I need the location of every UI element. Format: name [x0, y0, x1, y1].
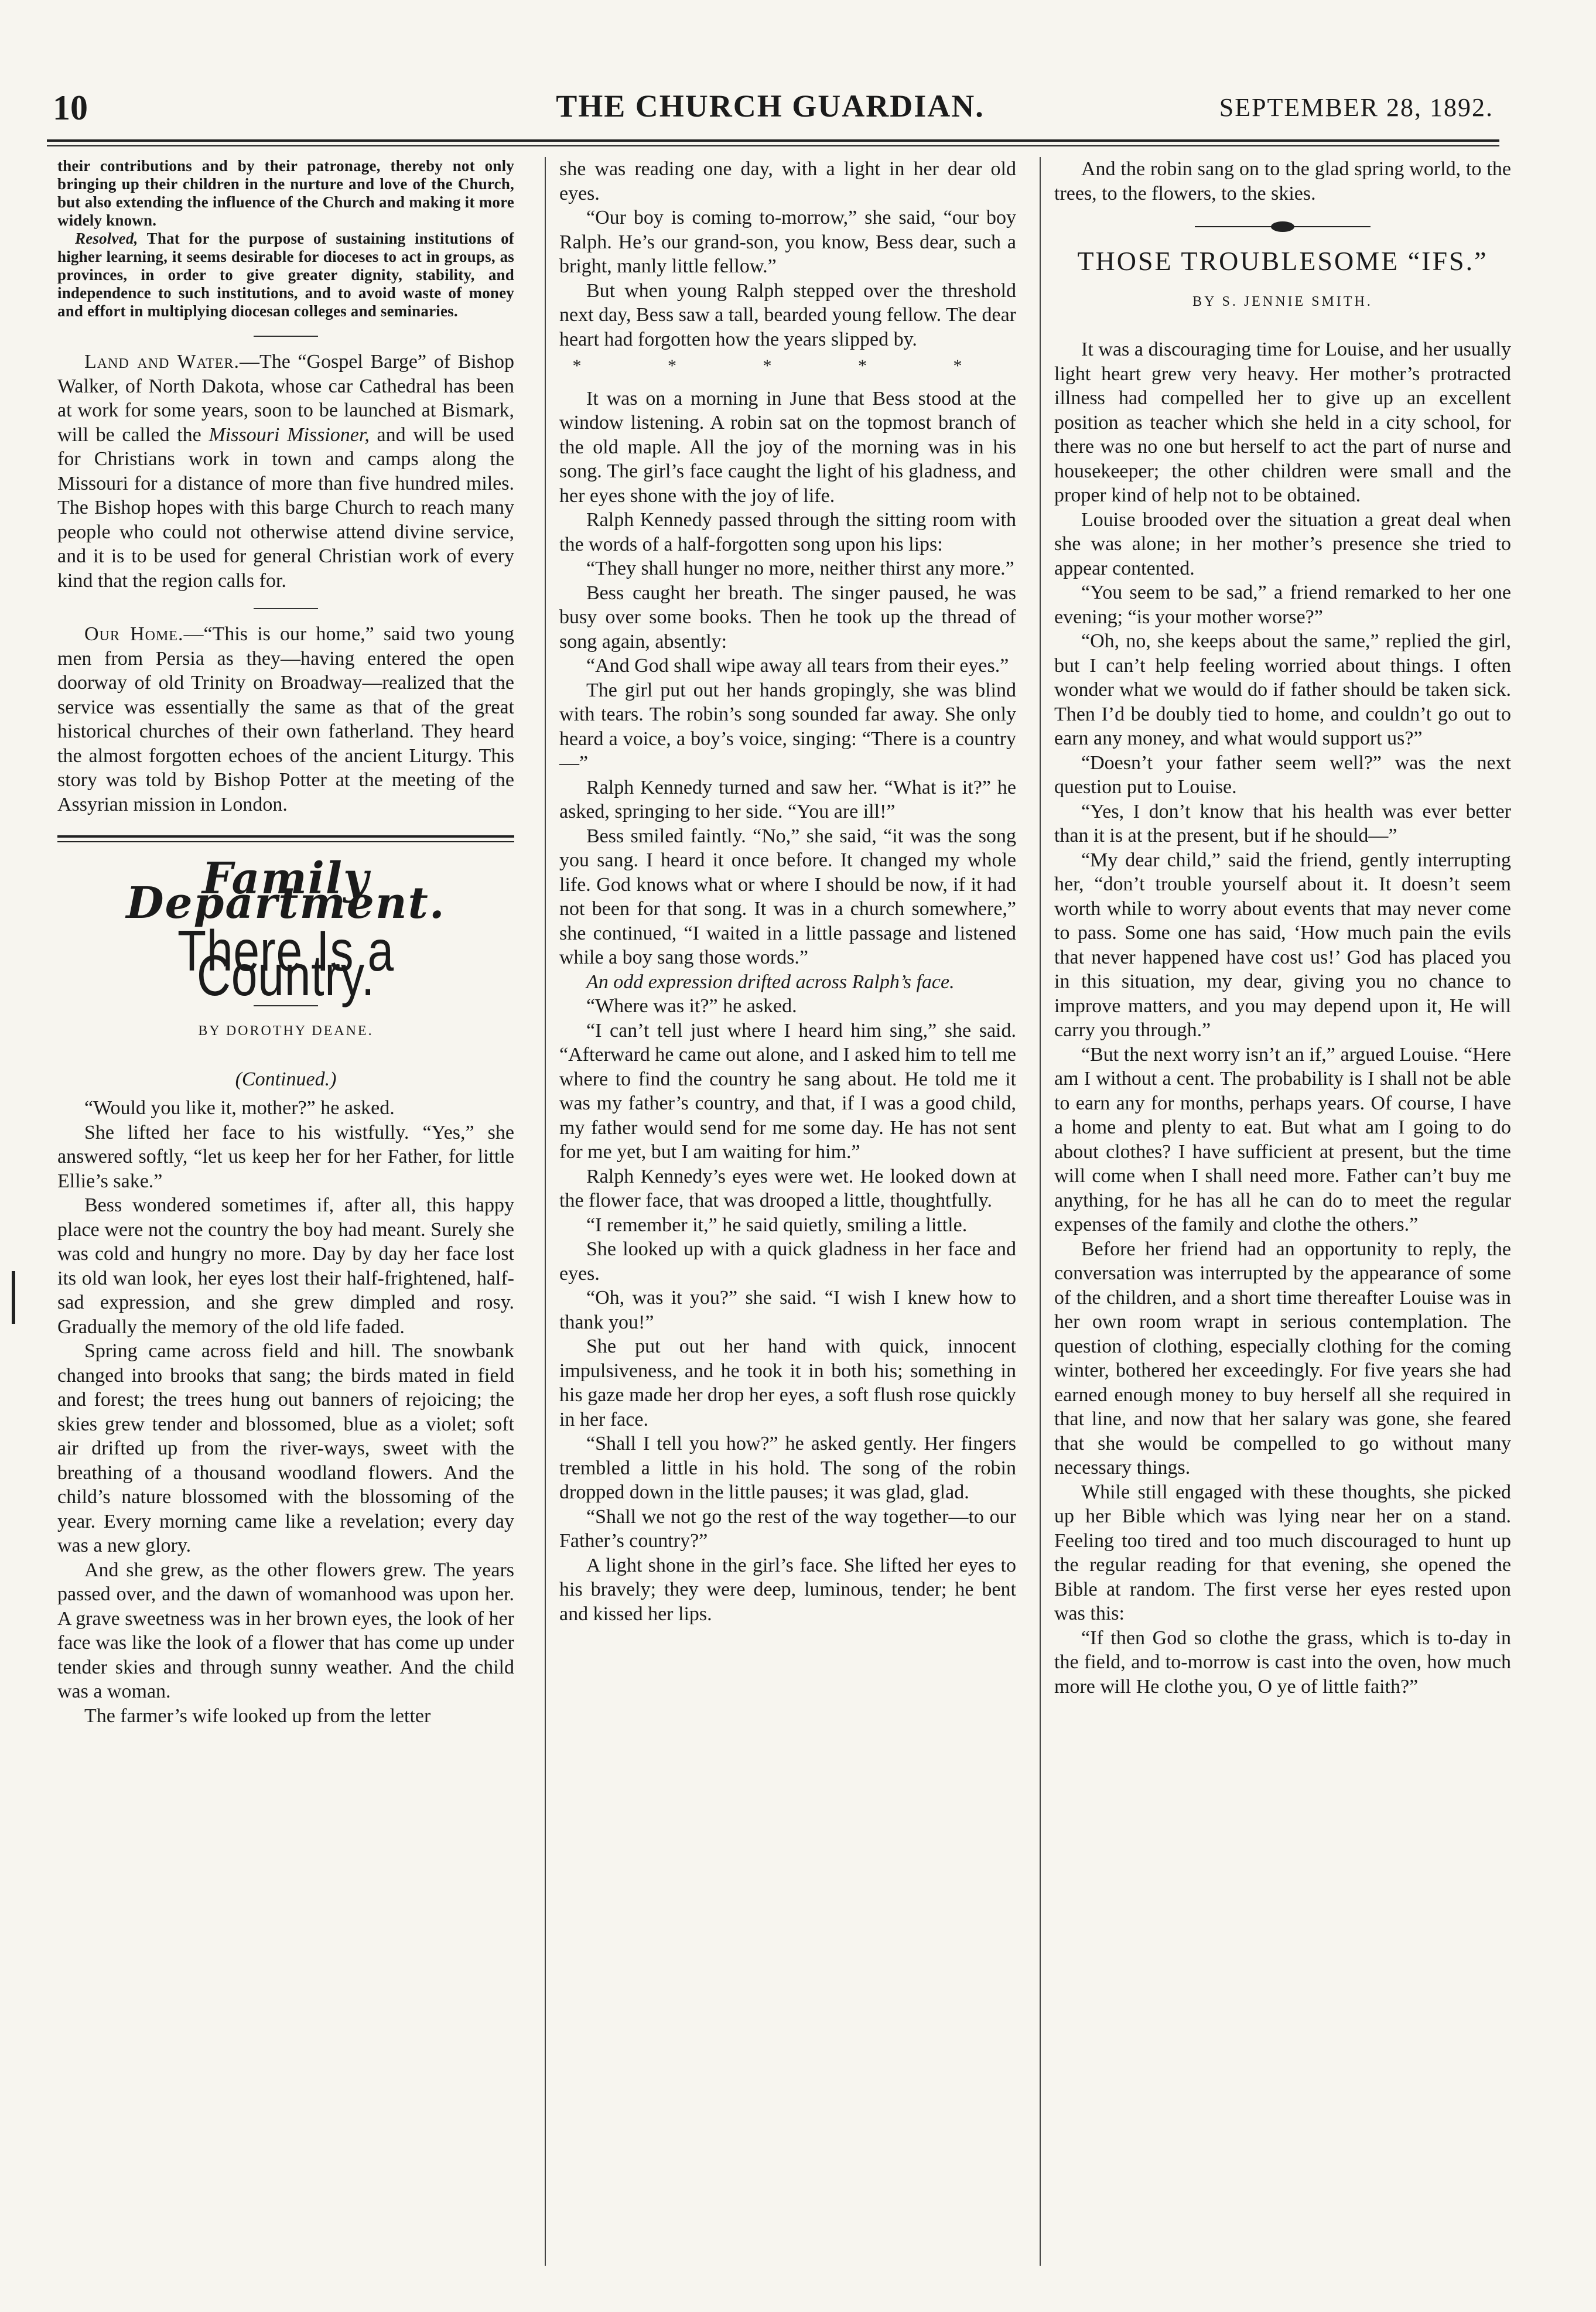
story-paragraph: she was reading one day, with a light in her dear old eyes.	[559, 158, 1016, 204]
resolved-label: Resolved,	[75, 230, 138, 247]
story-paragraph: A light shone in the girl’s face. She lifted her eyes to his bravely; they were deep, luminous, tender; he bent and kissed her lips.	[559, 1554, 1016, 1625]
article-heading: THOSE TROUBLESOME “IFS.”	[1077, 246, 1488, 276]
article-paragraph: While still engaged with these thoughts, she picked up her Bible which was lying near her on a stand. Feeling too tired and too much discouraged to hunt up the regular reading for that evening, she opened the Bible at random. The first verse her eyes rested upon was this:	[1054, 1481, 1511, 1624]
our-home-item	[57, 622, 514, 817]
article-paragraph: “My dear child,” said the friend, gently interrupting her, “don’t trouble yourself about it. It doesn’t seem worth while to worry about events that may never come to pass. Some one has said, ‘How much pain the evils that never happened have cost us!’ God has placed you in this situation, my dear, giving you no chance to improve matters, and you may depend upon it, He will carry you through.”	[1054, 849, 1511, 1041]
ornament-rule	[1195, 224, 1371, 229]
story-paragraph: And she grew, as the other flowers grew. The years passed over, and the dawn of womanhood was upon her. A grave sweetness was in her brown eyes, the look of her face was like the look of a flower that has come up under tender skies and through sunny weather. And the child was a woman.	[57, 1559, 514, 1702]
land-and-water-item	[57, 350, 514, 593]
story-paragraph: It was on a morning in June that Bess stood at the window listening. A robin sat on the topmost branch of the old maple. All the joy of the morning was in his song. The girl’s face caught the light of his gladness, and her eyes shone with the joy of life.	[559, 387, 1016, 507]
story-paragraph: “Shall I tell you how?” he asked gently. Her fingers trembled a little in his hold. The song of the robin dropped down in the little pauses; it was glad, glad.	[559, 1433, 1016, 1503]
resolution-intro: their contributions and by their patronage, thereby not only bringing up their children in the nurture and love of the Church, but also extending the influence of the Church and making it more widely known.	[57, 157, 514, 229]
story-paragraph: An odd expression drifted across Ralph’s face.	[586, 971, 955, 993]
issue-date: SEPTEMBER 28, 1892.	[1219, 93, 1494, 122]
article-byline: BY S. JENNIE SMITH.	[1192, 293, 1373, 309]
article-paragraph: Louise brooded over the situation a great deal when she was alone; in her mother’s presence she tried to appear contented.	[1054, 508, 1511, 579]
article-paragraph: Before her friend had an opportunity to reply, the conversation was interrupted by the appearance of some of the children, and a short time thereafter Louise was in her own room wrapt in serious contemplation. The question of clothing, especially clothing for the coming winter, bothered her exceedingly. For five years she had earned enough money to buy herself all she required in that line, and now that her salary was gone, she feared that she would be compelled to go without many necessary things.	[1054, 1238, 1511, 1478]
story-paragraph: “Our boy is coming to-morrow,” she said, “our boy Ralph. He’s our grand-son, you know, Bess dear, such a bright, manly little fellow.”	[559, 207, 1016, 277]
story-paragraph: And the robin sang on to the glad spring world, to the trees, to the flowers, to the skies.	[1054, 158, 1511, 204]
story-paragraph: The girl put out her hands gropingly, she was blind with tears. The robin’s song sounded far away. She only heard a voice, a boy’s voice, singing: “There is a country—”	[559, 679, 1016, 774]
story-paragraph: “They shall hunger no more, neither thirst any more.”	[586, 558, 1014, 579]
continued-note: (Continued.)	[235, 1068, 337, 1090]
land-text: —The “Gospel Barge” of Bishop Walker, of North Dakota, whose car Cathedral has been at work for some years, soon to be launched at Bismark, will be called the	[57, 351, 514, 446]
story-paragraph: “I remember it,” he said quietly, smiling a little.	[586, 1214, 968, 1236]
article-paragraph: “Oh, no, she keeps about the same,” replied the girl, but I can’t help feeling worried about things. I often wonder what we would do if father should be taken sick. Then I’d be doubly tied to home, and couldn’t go out to earn any money, and what would support us?”	[1054, 630, 1511, 749]
story-paragraph: Bess caught her breath. The singer paused, he was busy over some books. Then he took up the thread of song again, absently:	[559, 582, 1016, 653]
story-paragraph: Ralph Kennedy’s eyes were wet. He looked down at the flower face, that was drooped a little, thoughtfully.	[559, 1165, 1016, 1211]
story-paragraph: Bess wondered sometimes if, after all, this happy place were not the country the boy had meant. Surely she was cold and hungry no more. Day by day her face lost its old wan look, her eyes lost their half-frightened, half-sad expression, and she grew dimpled and rosy. Gradually the memory of the old life faded.	[57, 1194, 514, 1338]
story-paragraph: “Where was it?” he asked.	[586, 995, 797, 1017]
newspaper-title: THE CHURCH GUARDIAN.	[556, 88, 985, 124]
header-rule	[47, 139, 1499, 142]
column-divider	[1040, 157, 1041, 2266]
story-paragraph: The farmer’s wife looked up from the letter	[84, 1705, 431, 1727]
story-paragraph: “I can’t tell just where I heard him sing,” she said. “Afterward he came out alone, and I asked him to tell me where to find the country he sang about. He told me it was my father’s country, and that, if I was a good child, my father would send for me some day. He has not sent for me yet, but I am waiting for him.”	[559, 1019, 1016, 1163]
story-paragraph: “Oh, was it you?” she said. “I wish I knew how to thank you!”	[559, 1287, 1016, 1333]
story-paragraph: “Shall we not go the rest of the way together—to our Father’s country?”	[559, 1505, 1016, 1552]
resolved-text: That for the purpose of sustaining institutions of higher learning, it seems desirable for dioceses to act in groups, as provinces, in order to give greater dignity, stability, and independence to such institutions, and to avoid waste of money and effort in multiplying diocesan colleges and seminaries.	[57, 230, 514, 320]
header-rule-thin	[47, 145, 1499, 146]
column-3	[1054, 157, 1511, 1699]
article-paragraph: “But the next worry isn’t an if,” argued Louise. “Here am I without a cent. The probability is I shall not be able to earn any for months, perhaps years. Of course, I have a home and plenty to eat. But what am I going to do about clothes? I have sufficient at present, but the time will come when I shall need more. Father can’t buy me anything, for he has all he can do to meet the regular expenses of the family and clothe the others.”	[1054, 1043, 1511, 1235]
section-rule	[254, 336, 318, 337]
article-paragraph: “You seem to be sad,” a friend remarked to her one evening; “is your mother worse?”	[1054, 582, 1511, 628]
article-paragraph: “If then God so clothe the grass, which is to-day in the field, and to-morrow is cast into the oven, how much more will He clothe you, O ye of little faith?”	[1054, 1627, 1511, 1698]
story-paragraph: But when young Ralph stepped over the threshold next day, Bess saw a tall, bearded young fellow. The dear heart had forgotten how the years slipped by.	[559, 279, 1016, 350]
story-paragraph: She lifted her face to his wistfully. “Yes,” she answered softly, “let us keep her for her Father, for little Ellie’s sake.”	[57, 1121, 514, 1192]
column-2	[559, 157, 1016, 1626]
page-header	[47, 88, 1494, 141]
story-title: There Is a Country.	[177, 918, 394, 1008]
story-paragraph: Bess smiled faintly. “No,” she said, “it was the song you sang. I heard it once before. It changed my whole life. God knows what or where I should be now, if it had not been for that song. It was in a church somewhere,” she continued, “I waited in a little passage and listened while a boy sang those words.”	[559, 825, 1016, 968]
department-rule-thin	[57, 841, 514, 842]
story-paragraph: She looked up with a quick gladness in her face and eyes.	[559, 1238, 1016, 1285]
story-byline: BY DOROTHY DEANE.	[198, 1023, 374, 1039]
story-paragraph: “And God shall wipe away all tears from their eyes.”	[586, 655, 1009, 677]
story-paragraph: Ralph Kennedy passed through the sitting room with the words of a half-forgotten song upon his lips:	[559, 509, 1016, 555]
column-divider	[545, 157, 546, 2266]
section-rule	[254, 608, 318, 609]
article-paragraph: It was a discouraging time for Louise, and her usually light heart grew very heavy. Her mother’s protracted illness had compelled her to give up an excellent position as teacher which she held in a city school, for there was no one but herself to act the part of nurse and housekeeper; the other children were small and the proper kind of help not to be obtained.	[1054, 339, 1511, 506]
binding-mark	[12, 1271, 15, 1324]
land-italic: Missouri Missioner,	[209, 424, 370, 446]
home-label: Our Home.	[84, 623, 184, 645]
column-1	[57, 157, 514, 1728]
department-rule	[57, 835, 514, 838]
section-stars: * * * * *	[572, 356, 1003, 375]
story-paragraph: Ralph Kennedy turned and saw her. “What is it?” he asked, springing to her side. “You are ill!”	[559, 776, 1016, 822]
resolution-paragraph	[57, 230, 514, 320]
story-paragraph: “Would you like it, mother?” he asked.	[84, 1097, 395, 1119]
home-text: —“This is our home,” said two young men from Persia as they—having entered the open doorway of old Trinity on Broadway—realized that the service was essentially the same as that of the great historical churches of their own fatherland. They heard the almost forgotten echoes of the ancient Liturgy. This story was told by Bishop Potter at the meeting of the Assyrian mission in London.	[57, 623, 515, 815]
land-text-2: and will be used for Christians work in town and camps along the Missouri for a distance of more than five hundred miles. The Bishop hopes with this barge Church to reach many people who could not otherwise attend divine service, and it is to be used for general Christian work of every kind that the region calls for.	[57, 424, 515, 592]
article-paragraph: “Yes, I don’t know that his health was ever better than it is at the present, but if he should—”	[1054, 800, 1511, 846]
department-heading: Family Department.	[126, 853, 446, 928]
page-number: 10	[53, 88, 88, 127]
article-paragraph: “Doesn’t your father seem well?” was the next question put to Louise.	[1054, 752, 1511, 798]
story-paragraph: She put out her hand with quick, innocent impulsiveness, and he took it in both his; something in his gaze made her drop her eyes, a soft flush rose quickly in her face.	[559, 1336, 1016, 1430]
resolution-block	[57, 157, 514, 320]
land-label: Land and Water.	[84, 351, 240, 373]
story-paragraph: Spring came across field and hill. The snowbank changed into brooks that sang; the birds mated in field and forest; the trees hung out banners of rejoicing; the skies grew tender and blossomed, blue as a violet; soft air drifted up from the river-ways, sweet with the breathing of a thousand woodland flowers. And the child’s nature blossomed with the blossoming of the year. Every morning came like a revelation; every day was a new glory.	[57, 1340, 514, 1556]
